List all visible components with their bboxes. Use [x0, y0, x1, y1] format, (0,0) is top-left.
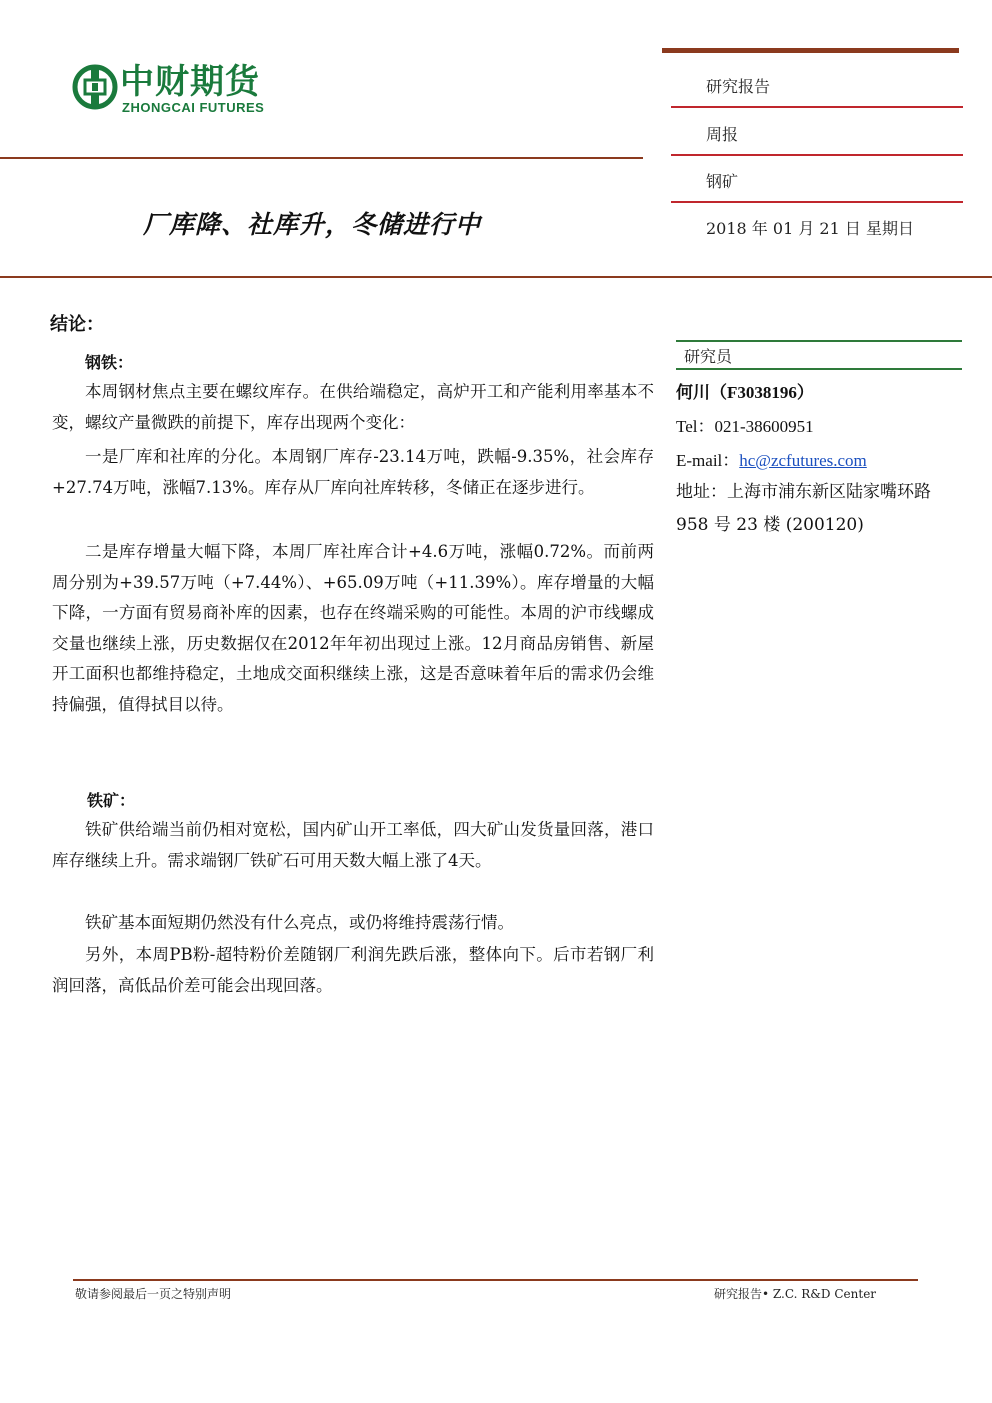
- steel-paragraph-3: 二是库存增量大幅下降，本周厂库社库合计+4.6万吨，涨幅0.72%。而前两周分别为+39.57万吨（+7.44%）、+65.09万吨（+11.39%）。库存增量的大幅下降，一方面有贸易商补库的因素，也存在终端采购的可能性。本周的沪市线螺成交量也继续上涨，历史数据仅在2012年年初出现过上涨。12月商品房销售、新屋开工面积也都维持稳定，土地成交面积继续上涨，这是否意味着年后的需求仍会维持偏强，值得拭目以待。: [52, 542, 654, 714]
- report-date: 2018 年 01 月 21 日 星期日: [706, 219, 914, 238]
- iron-ore-paragraph-3: 另外，本周PB粉-超特粉价差随钢厂利润先跌后涨，整体向下。后市若钢厂利润回落，高低品价差可能会出现回落。: [52, 945, 654, 995]
- report-type: 研究报告: [706, 77, 771, 96]
- email-link[interactable]: hc@zcfutures.com: [739, 451, 867, 470]
- header-divider: [671, 154, 963, 156]
- logo-chinese: 中财期货: [120, 62, 260, 102]
- researcher-address: 地址：上海市浦东新区陆家嘴环路 958 号 23 楼 (200120): [676, 482, 931, 535]
- logo-emblem-icon: [72, 64, 118, 110]
- researcher-tel: Tel：021-38600951: [676, 417, 814, 436]
- logo-english: ZHONGCAI FUTURES: [122, 100, 265, 115]
- report-sector: 钢矿: [706, 172, 739, 191]
- footer-rule: [73, 1279, 918, 1281]
- header-top-bar: [662, 48, 959, 53]
- researcher-email-row: [676, 446, 867, 471]
- steel-paragraph-2: 一是厂库和社库的分化。本周钢厂库存-23.14万吨，跌幅-9.35%，社会库存+27.74万吨，涨幅7.13%。库存从厂库向社库转移，冬储正在逐步进行。: [52, 447, 654, 497]
- iron-ore-paragraph-1: 铁矿供给端当前仍相对宽松，国内矿山开工率低，四大矿山发货量回落，港口库存继续上升。需求端钢厂铁矿石可用天数大幅上涨了4天。: [52, 820, 654, 870]
- email-label: E-mail：: [676, 451, 740, 470]
- report-frequency: 周报: [706, 125, 739, 144]
- researcher-name: 何川（F3038196）: [676, 383, 814, 402]
- company-logo: [72, 62, 312, 122]
- report-title: 厂库降、社库升，冬储进行中: [143, 210, 482, 239]
- conclusion-heading: 结论：: [50, 314, 104, 335]
- researcher-top-line: [676, 340, 962, 342]
- footer-center-label: 研究报告• Z.C. R&D Center: [714, 1287, 877, 1301]
- header-divider: [671, 201, 963, 203]
- header-rule-left: [0, 157, 643, 159]
- steel-heading: 钢铁：: [85, 353, 134, 372]
- researcher-divider: [676, 368, 962, 370]
- header-rule-main: [0, 276, 992, 278]
- iron-ore-heading: 铁矿：: [87, 791, 136, 810]
- iron-ore-paragraph-2: 铁矿基本面短期仍然没有什么亮点，或仍将维持震荡行情。: [85, 913, 514, 932]
- researcher-label: 研究员: [684, 347, 733, 366]
- header-divider: [671, 106, 963, 108]
- footer-disclaimer: 敬请参阅最后一页之特别声明: [75, 1287, 232, 1301]
- steel-paragraph-1: 本周钢材焦点主要在螺纹库存。在供给端稳定，高炉开工和产能利用率基本不变，螺纹产量微跌的前提下，库存出现两个变化：: [52, 382, 654, 432]
